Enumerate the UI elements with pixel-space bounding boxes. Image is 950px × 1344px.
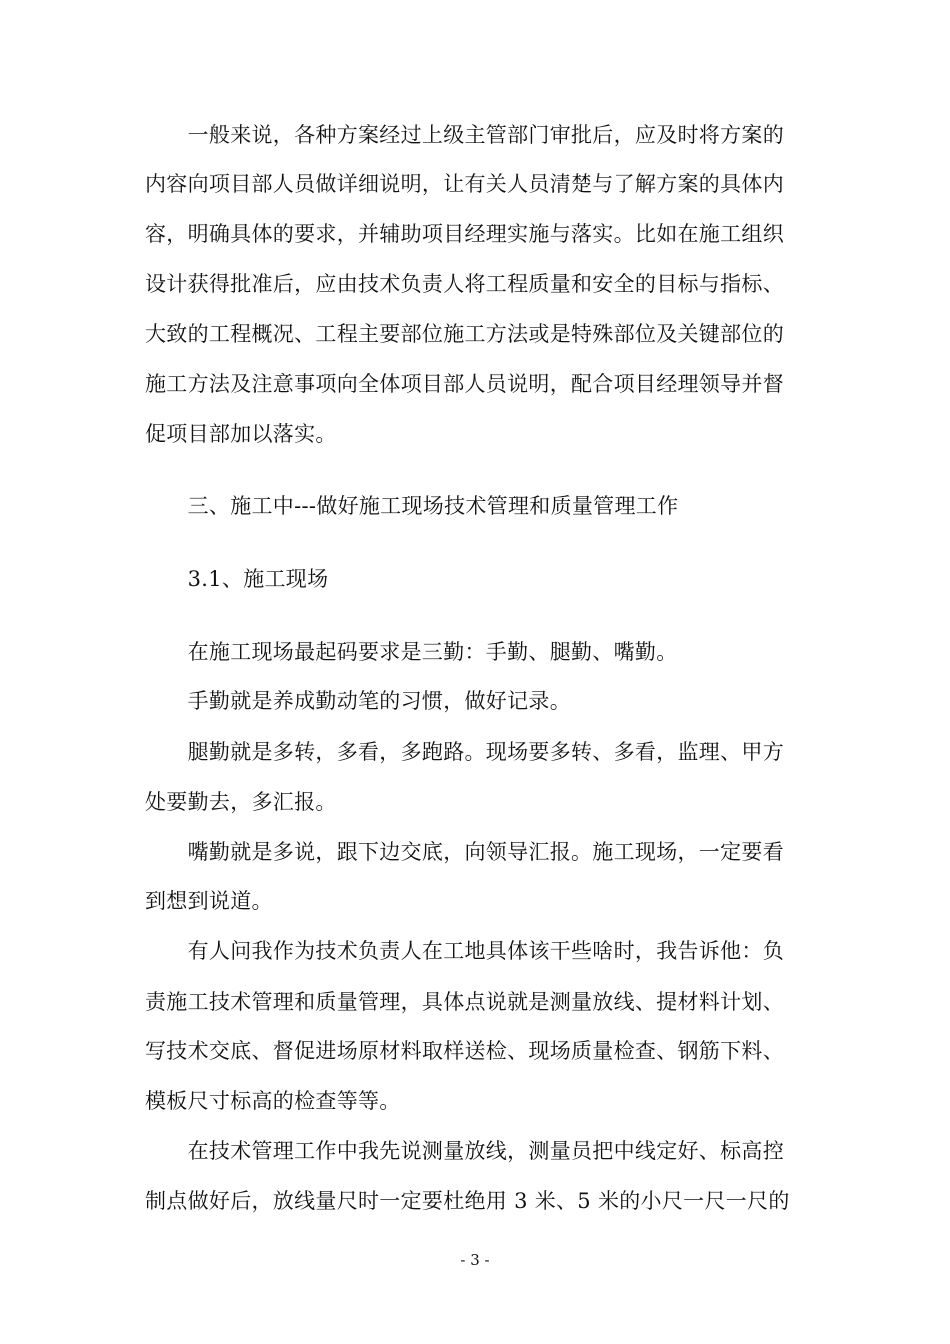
text-line: 设计获得批准后，应由技术负责人将工程质量和安全的目标与指标、 <box>145 272 784 296</box>
text-line: 到想到说道。 <box>145 889 273 913</box>
text-line: 制点做好后，放线量尺时一定要杜绝用 3 米、5 米的小尺一尺一尺的 <box>145 1189 790 1213</box>
text-line: 模板尺寸标高的检查等等。 <box>145 1089 401 1113</box>
text-line: 处要勤去，多汇报。 <box>145 790 337 814</box>
text-line: 容，明确具体的要求，并辅助项目经理实施与落实。比如在施工组织 <box>145 222 784 246</box>
text-line: 施工方法及注意事项向全体项目部人员说明，配合项目经理领导并督 <box>145 372 784 396</box>
text-line: 在技术管理工作中我先说测量放线，测量员把中线定好、标高控 <box>145 1139 784 1163</box>
section-heading: 三、施工中---做好施工现场技术管理和质量管理工作 <box>145 494 679 518</box>
subsection-heading: 3.1、施工现场 <box>145 567 329 591</box>
text-line: 嘴勤就是多说，跟下边交底，向领导汇报。施工现场，一定要看 <box>145 840 784 864</box>
text-line: 促项目部加以落实。 <box>145 422 337 446</box>
text-line: 一般来说，各种方案经过上级主管部门审批后，应及时将方案的 <box>145 123 784 147</box>
text-line: 大致的工程概况、工程主要部位施工方法或是特殊部位及关键部位的 <box>145 322 784 346</box>
text-line: 手勤就是养成勤动笔的习惯，做好记录。 <box>145 689 571 713</box>
text-line: 有人问我作为技术负责人在工地具体该干些啥时，我告诉他：负 <box>145 939 784 963</box>
text-line: 腿勤就是多转，多看，多跑路。现场要多转、多看，监理、甲方 <box>145 740 784 764</box>
text-line: 在施工现场最起码要求是三勤：手勤、腿勤、嘴勤。 <box>145 640 678 664</box>
text-line: 责施工技术管理和质量管理，具体点说就是测量放线、提材料计划、 <box>145 990 784 1014</box>
text-line: 内容向项目部人员做详细说明，让有关人员清楚与了解方案的具体内 <box>145 172 784 196</box>
page-number: - 3 - <box>460 1251 490 1269</box>
text-line: 写技术交底、督促进场原材料取样送检、现场质量检查、钢筋下料、 <box>145 1039 784 1063</box>
